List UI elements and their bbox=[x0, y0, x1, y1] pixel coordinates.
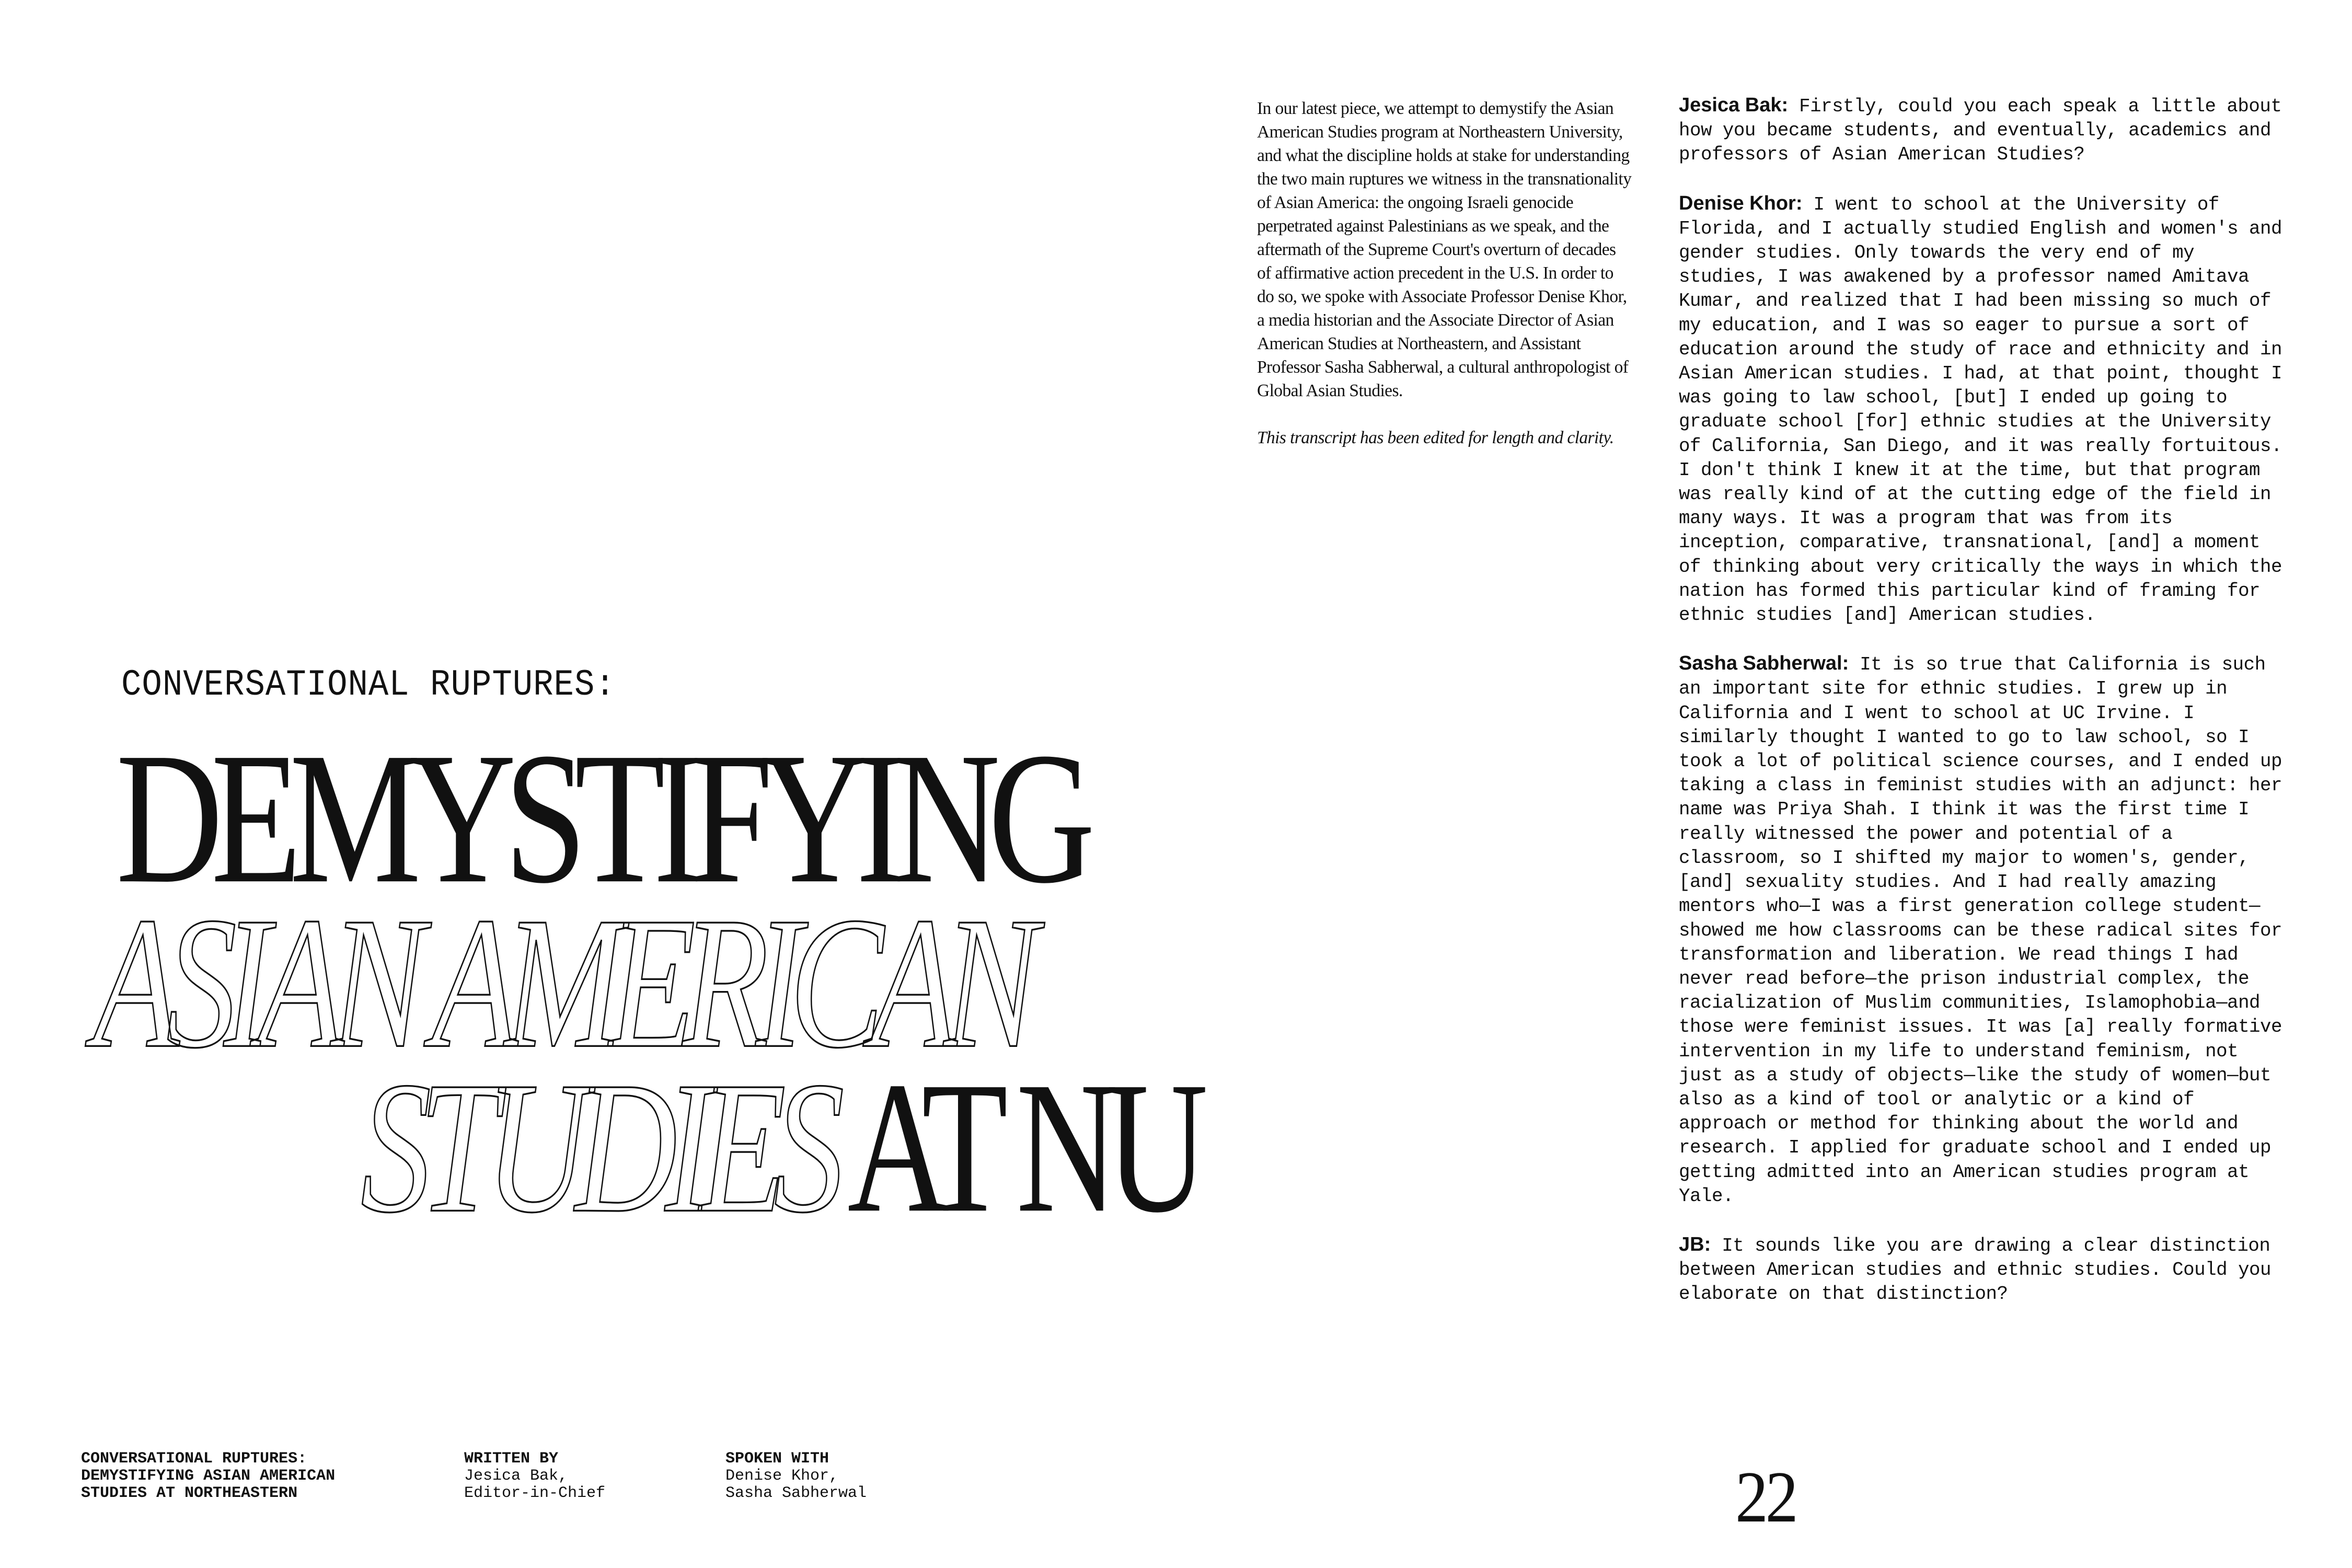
speaker-text: It sounds like you are drawing a clear distinction between American studies and ethnic studies. Could you elaborate on that distinction? bbox=[1679, 1235, 2272, 1305]
speaker-name: Jesica Bak: bbox=[1679, 94, 1789, 116]
spoken-with-credit bbox=[725, 1450, 867, 1502]
spoken-with-label: SPOKEN WITH bbox=[725, 1450, 829, 1468]
headline-line-1: DEMYSTIFYING bbox=[116, 713, 1083, 923]
series-credit bbox=[81, 1450, 335, 1502]
written-by-name: Jesica Bak, bbox=[464, 1467, 568, 1485]
interview-entry bbox=[1679, 191, 2290, 628]
speaker-text: Firstly, could you each speak a little about how you became students, and eventually, academics and professors of Asian American Studies? bbox=[1679, 96, 2282, 166]
series-line-2: DEMYSTIFYING ASIAN AMERICAN bbox=[81, 1467, 336, 1485]
speaker-name: JB: bbox=[1679, 1233, 1711, 1255]
headline-line-3-solid: AT NU bbox=[847, 1042, 1196, 1252]
intro-column bbox=[1257, 97, 1633, 449]
interview-entry bbox=[1679, 1232, 2290, 1307]
written-by-role: Editor-in-Chief bbox=[464, 1484, 606, 1502]
speaker-text: It is so true that California is such an important site for ethnic studies. I grew up in California and I went to school at UC Irvine. I similarly thought I wanted to go to law school, so I took a lot of political science courses, and I ended up taking a class in feminist studies with an adjunct: her name was Priya Shah. I think it was the first time I really witnessed the power and potential of a classroom, so I shifted my major to women's, gender, [and] sexuality studies. And I had really amazing mentors who—I was a first generation college student—showed me how classrooms can be these radical sites for transformation and liberation. We read things I had never read before—the prison industrial complex, the racialization of Muslim communities, Islamophobia—and those were feminist issues. It was [a] really formative intervention in my life to understand feminism, not just as a study of objects—like the study of women—but also as a kind of tool or analytic or a kind of approach or method for thinking about the world and research. I applied for graduate school and I ended up getting admitted into an American studies program at Yale. bbox=[1679, 654, 2282, 1207]
written-by-label: WRITTEN BY bbox=[464, 1450, 559, 1468]
editorial-note: This transcript has been edited for length and clarity. bbox=[1257, 428, 1614, 447]
headline-kicker: CONVERSATIONAL RUPTURES: bbox=[121, 665, 616, 707]
headline-line-2: ASIAN AMERICAN bbox=[93, 878, 1025, 1087]
written-by-credit bbox=[464, 1450, 605, 1502]
spoken-with-1: Denise Khor, bbox=[725, 1467, 839, 1485]
speaker-text: I went to school at the University of Florida, and I actually studied English and women's and gender studies. Only towards the very end of my studies, I was awakened by a professor named Amitava Kumar, and realized that I had been missing so much of my education, and I was so eager to pursue a sort of education around the study of race and ethnicity and in Asian American studies. I had, at that point, thought I was going to law school, [but] I ended up going to graduate school [for] ethnic studies at the University of California, San Diego, and it was really fortuitous. I don't think I knew it at the time, but that program was really kind of at the cutting edge of the field in many ways. It was a program that was from its inception, comparative, transnational, [and] a moment of thinking about very critically the ways in which the nation has formed this particular kind of framing for ethnic studies [and] American studies. bbox=[1679, 193, 2282, 626]
headline-line-3 bbox=[361, 1042, 1196, 1252]
headline-line-3-outline: STUDIES bbox=[361, 1042, 833, 1252]
interview-entry bbox=[1679, 651, 2290, 1208]
spoken-with-2: Sasha Sabherwal bbox=[725, 1484, 867, 1502]
series-line-3: STUDIES AT NORTHEASTERN bbox=[81, 1484, 298, 1502]
speaker-name: Sasha Sabherwal: bbox=[1679, 652, 1849, 675]
interview-column bbox=[1679, 93, 2290, 1331]
page-number: 22 bbox=[1735, 1457, 1796, 1538]
speaker-name: Denise Khor: bbox=[1679, 192, 1803, 214]
intro-paragraph: In our latest piece, we attempt to demystify the Asian American Studies program at Northeastern University, and what the discipline holds at stake for understanding the two main ruptures we witness in the transnationality of Asian America: the ongoing Israeli genocide perpetrated against Palestinians as we speak, and the aftermath of the Supreme Court's overturn of decades of affirmative action precedent in the U.S. In order to do so, we spoke with Associate Professor Denise Khor, a media historian and the Associate Director of Asian American Studies at Northeastern, and Assistant Professor Sasha Sabherwal, a cultural anthropologist of Global Asian Studies. bbox=[1257, 99, 1632, 400]
interview-entry bbox=[1679, 93, 2290, 167]
series-line-1: CONVERSATIONAL RUPTURES: bbox=[81, 1450, 307, 1468]
